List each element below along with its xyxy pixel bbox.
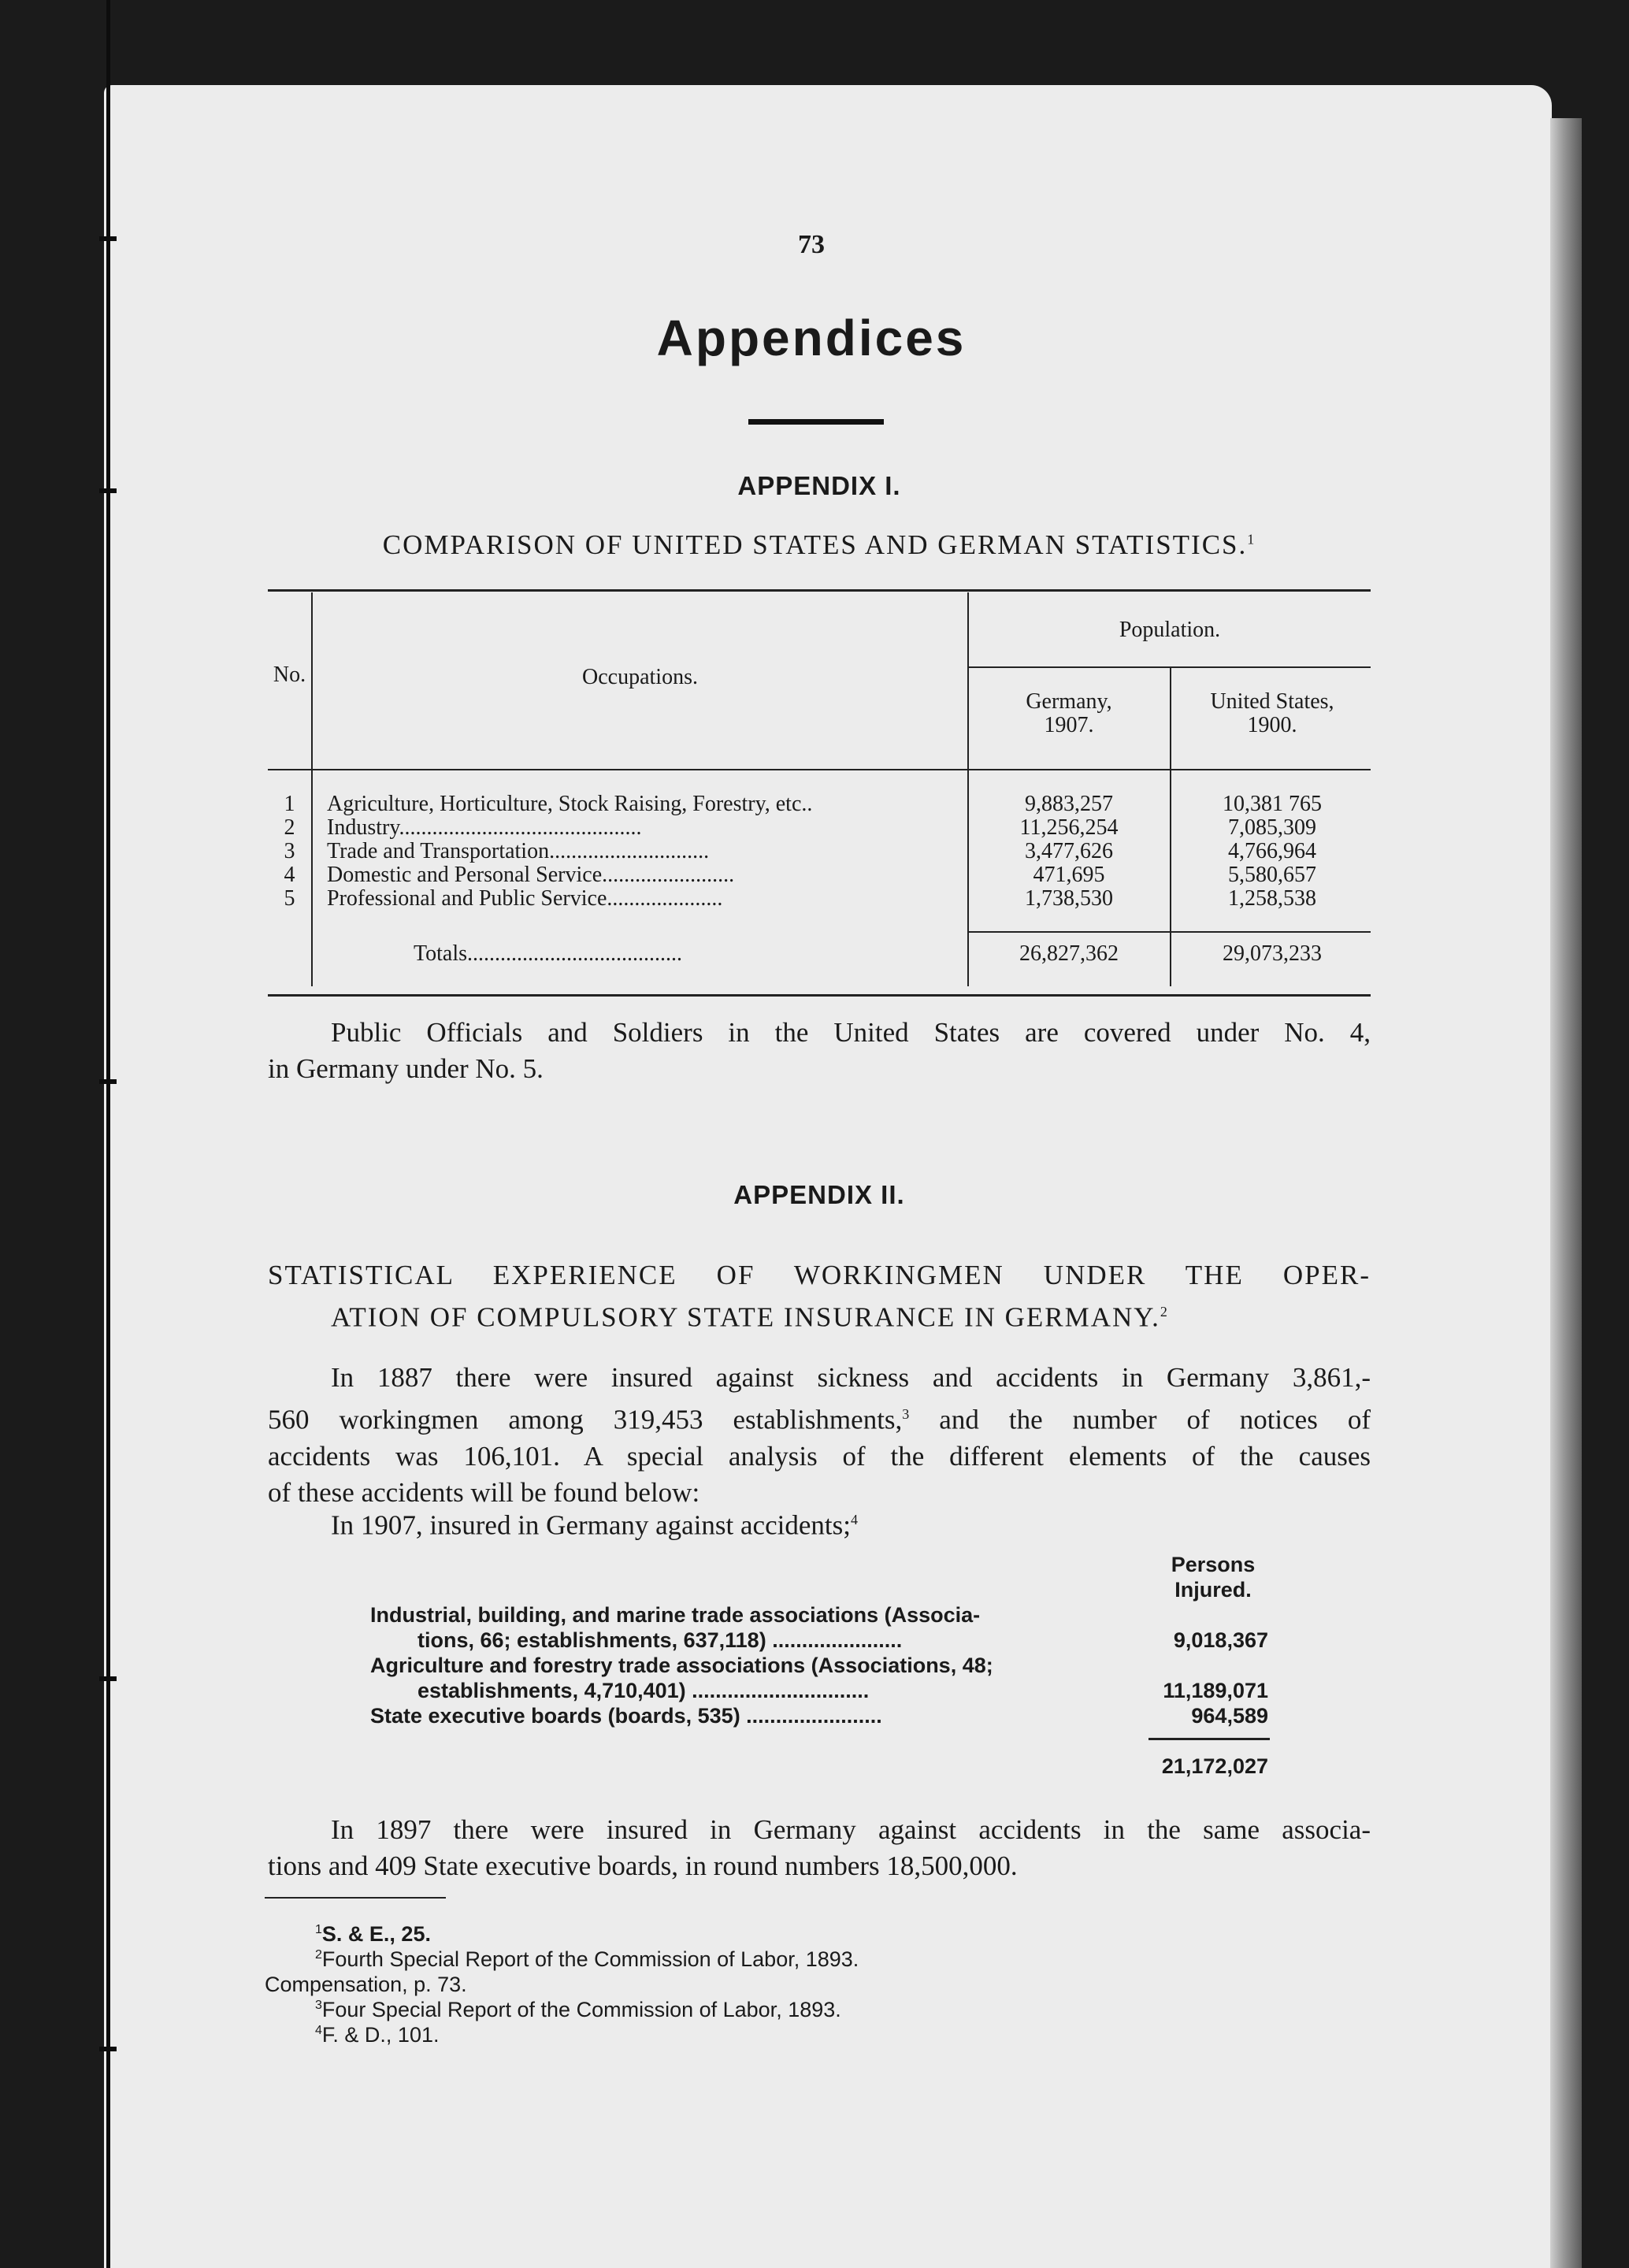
footnote: Compensation, p. 73. bbox=[265, 1973, 467, 1996]
col-germany-header: Germany, 1907. bbox=[1026, 689, 1112, 737]
row-occupation: Trade and Transportation............................. bbox=[327, 839, 710, 863]
footnote: $^1$S. & E., 25. bbox=[315, 1922, 431, 1946]
insured-row-label: State executive boards (boards, 535) ....................... bbox=[370, 1704, 882, 1728]
appendix-1-note: Public Officials and Soldiers in the United States are covered under No. 4, in Germany under No. 5. bbox=[268, 1017, 1371, 1084]
insured-header: Persons Injured. bbox=[1171, 1553, 1256, 1602]
appendix-2-heading: APPENDIX II. bbox=[733, 1180, 905, 1209]
binding-mark bbox=[99, 488, 117, 493]
page-number: 73 bbox=[798, 230, 825, 259]
insured-row-label: tions, 66; establishments, 637,118) ...................... bbox=[417, 1628, 903, 1652]
binding-mark bbox=[99, 1079, 117, 1084]
row-germany: 471,695 bbox=[1033, 863, 1105, 887]
binding-mark bbox=[99, 236, 117, 241]
row-occupation: Professional and Public Service..................... bbox=[327, 886, 723, 911]
totals-us: 29,073,233 bbox=[1223, 941, 1322, 966]
row-occupation: Agriculture, Horticulture, Stock Raising, Forestry, etc.. bbox=[327, 792, 813, 816]
row-occupation: Industry............................................ bbox=[327, 815, 642, 840]
binding-mark bbox=[99, 1676, 117, 1681]
appendix-1-heading: APPENDIX I. bbox=[737, 471, 901, 500]
row-germany: 1,738,530 bbox=[1025, 886, 1113, 911]
insured-row-value: 9,018,367 bbox=[1173, 1628, 1268, 1652]
totals-label: Totals....................................... bbox=[414, 941, 683, 966]
insured-row-label: establishments, 4,710,401) .............................. bbox=[417, 1679, 870, 1702]
footnote: $^2$Fourth Special Report of the Commission of Labor, 1893. bbox=[315, 1947, 859, 1971]
book-edge bbox=[1550, 118, 1582, 2268]
row-no: 3 bbox=[284, 839, 295, 863]
row-us: 4,766,964 bbox=[1228, 839, 1316, 863]
row-us: 1,258,538 bbox=[1228, 886, 1316, 911]
row-germany: 3,477,626 bbox=[1025, 839, 1113, 863]
row-no: 5 bbox=[284, 886, 295, 911]
col-population-header: Population. bbox=[1119, 618, 1221, 642]
footnote-rule bbox=[265, 1897, 446, 1899]
row-us: 10,381 765 bbox=[1223, 792, 1322, 816]
insured-row-value: 964,589 bbox=[1191, 1704, 1268, 1728]
binding-edge bbox=[106, 0, 110, 2268]
footnote: $^3$Four Special Report of the Commission of Labor, 1893. bbox=[315, 1998, 841, 2021]
row-us: 7,085,309 bbox=[1228, 815, 1316, 840]
row-germany: 11,256,254 bbox=[1019, 815, 1119, 840]
row-occupation: Domestic and Personal Service........................ bbox=[327, 863, 735, 887]
title-rule bbox=[748, 419, 884, 425]
insured-total: 21,172,027 bbox=[1161, 1754, 1268, 1778]
insured-row-value: 11,189,071 bbox=[1163, 1679, 1268, 1702]
row-germany: 9,883,257 bbox=[1025, 792, 1113, 816]
row-no: 4 bbox=[284, 863, 295, 887]
row-us: 5,580,657 bbox=[1228, 863, 1316, 887]
appendix-2-paragraph-1: In 1887 there were insured against sickness and accidents in Germany 3,861,- 560 workingmen among 319,453 establishments,$^3$ and the number of notices of accidents was 106,101. A special analysis of the different elements of the causes of these accidents will be found below: bbox=[268, 1362, 1371, 1508]
page-title: Appendices bbox=[656, 310, 967, 366]
footnote: $^4$F. & D., 101. bbox=[315, 2023, 440, 2047]
appendix-2-paragraph-2: In 1907, insured in Germany against accidents;$^4$ bbox=[331, 1509, 858, 1541]
totals-germany: 26,827,362 bbox=[1019, 941, 1119, 966]
row-no: 2 bbox=[284, 815, 295, 840]
row-no: 1 bbox=[284, 792, 295, 816]
appendix-2-paragraph-3: In 1897 there were insured in Germany against accidents in the same associa- tions and 409 State executive boards, in round numbers 18,500,000. bbox=[268, 1814, 1371, 1881]
col-no-header: No. bbox=[273, 663, 306, 687]
col-occupations-header: Occupations. bbox=[582, 665, 698, 689]
insured-row-label: Industrial, building, and marine trade associations (Associa- bbox=[370, 1603, 981, 1627]
binding-mark bbox=[99, 2047, 117, 2051]
col-us-header: United States, 1900. bbox=[1210, 689, 1334, 737]
appendix-2-subheading: STATISTICAL EXPERIENCE OF WORKINGMEN UNDER THE OPER- ATION OF COMPULSORY STATE INSURANCE IN GERMANY.$^2$ bbox=[268, 1260, 1371, 1333]
appendix-1-subheading: COMPARISON OF UNITED STATES AND GERMAN STATISTICS.$^1$ bbox=[382, 529, 1256, 560]
insured-row-label: Agriculture and forestry trade associations (Associations, 48; bbox=[370, 1654, 993, 1677]
